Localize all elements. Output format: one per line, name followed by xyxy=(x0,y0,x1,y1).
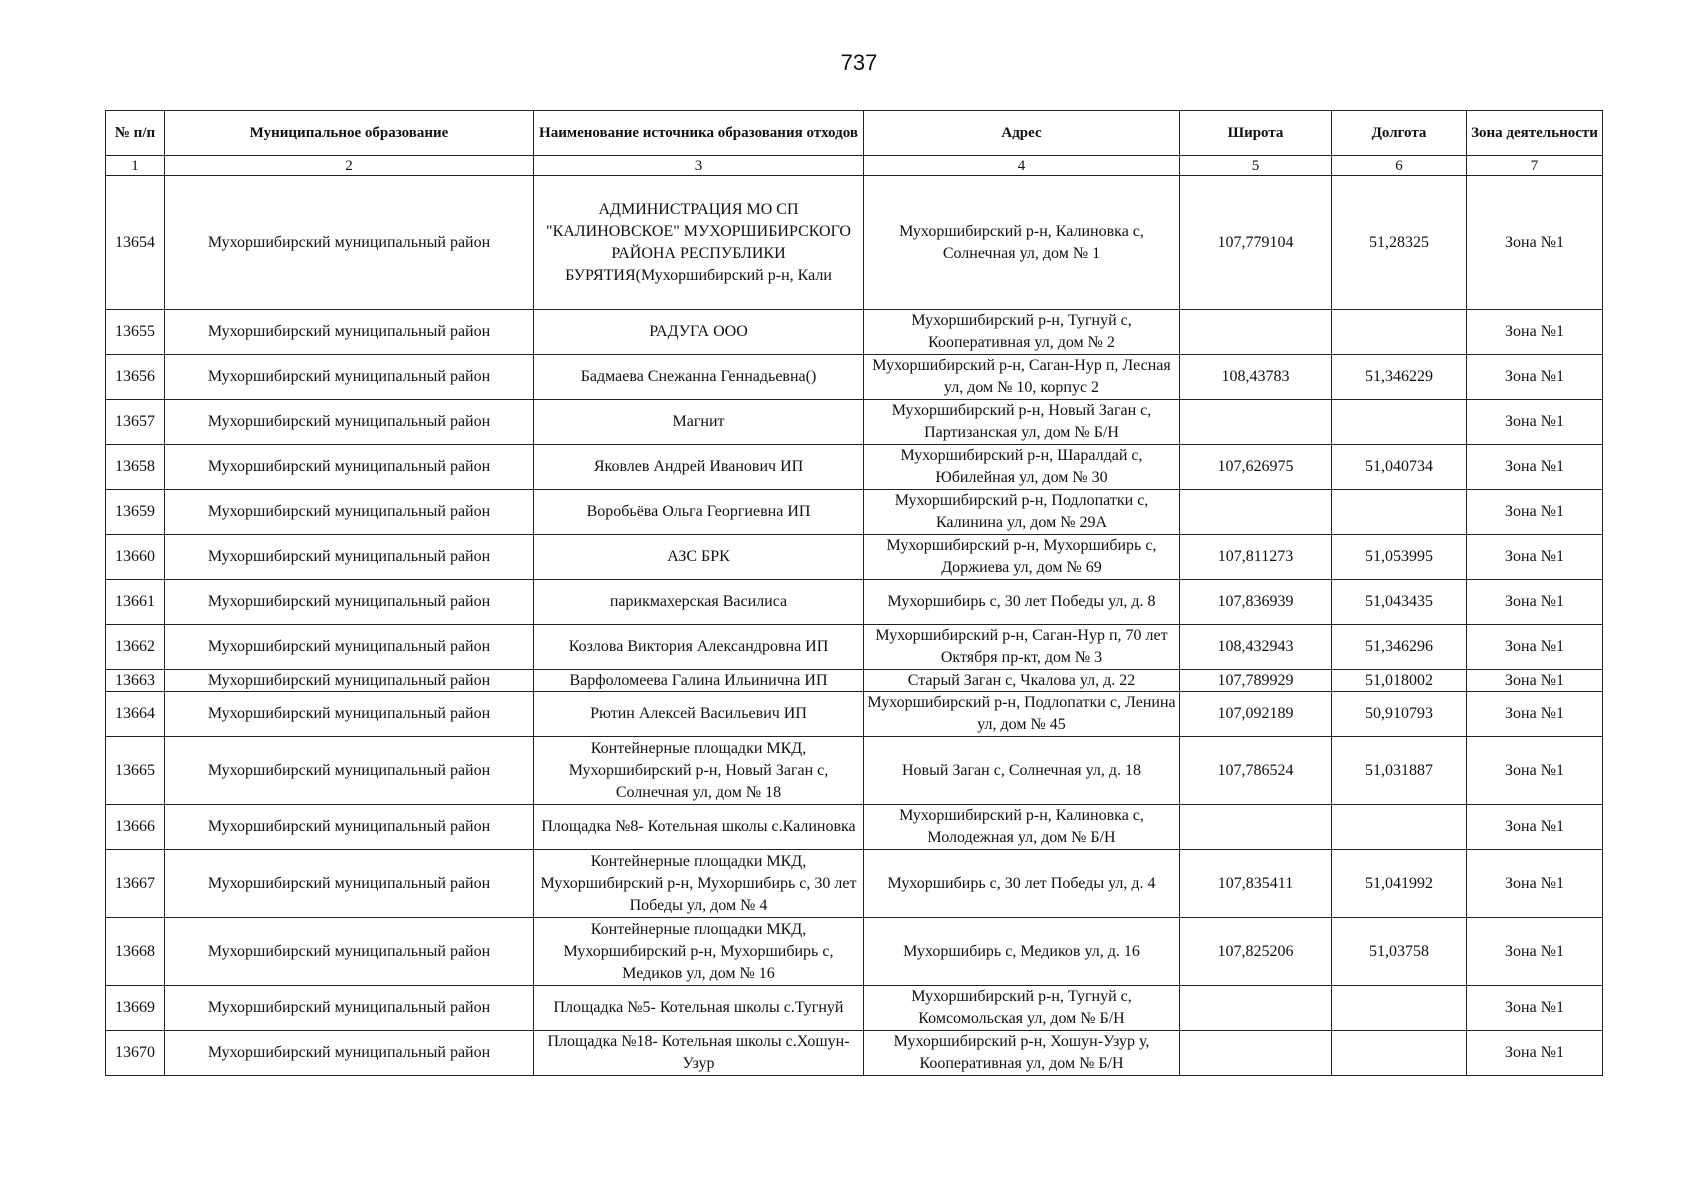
latitude-cell xyxy=(1180,490,1332,535)
table-row xyxy=(106,580,1603,625)
row-number: 13669 xyxy=(106,986,165,1031)
table-row xyxy=(106,737,1603,805)
zone-cell: Зона №1 xyxy=(1467,692,1603,737)
latitude-cell xyxy=(1180,1031,1332,1076)
address-cell: Мухоршибирский р-н, Саган-Нур п, Лесная ул, дом № 10, корпус 2 xyxy=(864,355,1180,400)
municipality-cell: Мухоршибирский муниципальный район xyxy=(165,986,534,1031)
latitude-cell: 107,786524 xyxy=(1180,737,1332,805)
address-cell: Мухоршибирский р-н, Калиновка с, Молодежная ул, дом № Б/Н xyxy=(864,805,1180,850)
table-row xyxy=(106,445,1603,490)
address-cell: Мухоршибирь с, Медиков ул, д. 16 xyxy=(864,918,1180,986)
column-number: 5 xyxy=(1180,156,1332,176)
zone-cell: Зона №1 xyxy=(1467,400,1603,445)
latitude-cell: 107,789929 xyxy=(1180,670,1332,692)
source-name-cell: РАДУГА ООО xyxy=(534,310,864,355)
longitude-cell xyxy=(1332,986,1467,1031)
zone-cell: Зона №1 xyxy=(1467,850,1603,918)
header-municipality: Муниципальное образование xyxy=(165,111,534,156)
table-row xyxy=(106,986,1603,1031)
municipality-cell: Мухоршибирский муниципальный район xyxy=(165,625,534,670)
source-name-cell: Козлова Виктория Александровна ИП xyxy=(534,625,864,670)
column-number: 6 xyxy=(1332,156,1467,176)
row-number: 13667 xyxy=(106,850,165,918)
row-number: 13657 xyxy=(106,400,165,445)
column-number: 4 xyxy=(864,156,1180,176)
latitude-cell: 107,835411 xyxy=(1180,850,1332,918)
municipality-cell: Мухоршибирский муниципальный район xyxy=(165,670,534,692)
longitude-cell xyxy=(1332,1031,1467,1076)
municipality-cell: Мухоршибирский муниципальный район xyxy=(165,805,534,850)
address-cell: Новый Заган с, Солнечная ул, д. 18 xyxy=(864,737,1180,805)
zone-cell: Зона №1 xyxy=(1467,625,1603,670)
table-row xyxy=(106,918,1603,986)
address-cell: Мухоршибирь с, 30 лет Победы ул, д. 8 xyxy=(864,580,1180,625)
longitude-cell xyxy=(1332,805,1467,850)
source-name-cell: Магнит xyxy=(534,400,864,445)
column-number: 1 xyxy=(106,156,165,176)
source-name-cell: Бадмаева Снежанна Геннадьевна() xyxy=(534,355,864,400)
zone-cell: Зона №1 xyxy=(1467,445,1603,490)
table-row xyxy=(106,805,1603,850)
row-number: 13663 xyxy=(106,670,165,692)
address-cell: Мухоршибирский р-н, Подлопатки с, Калинина ул, дом № 29А xyxy=(864,490,1180,535)
header-address: Адрес xyxy=(864,111,1180,156)
latitude-cell xyxy=(1180,986,1332,1031)
municipality-cell: Мухоршибирский муниципальный район xyxy=(165,355,534,400)
longitude-cell: 50,910793 xyxy=(1332,692,1467,737)
address-cell: Мухоршибирский р-н, Шаралдай с, Юбилейная ул, дом № 30 xyxy=(864,445,1180,490)
zone-cell: Зона №1 xyxy=(1467,918,1603,986)
latitude-cell: 108,432943 xyxy=(1180,625,1332,670)
source-name-cell: Контейнерные площадки МКД, Мухоршибирский р-н, Мухоршибирь с, Медиков ул, дом № 16 xyxy=(534,918,864,986)
waste-sources-table xyxy=(105,110,1603,1076)
row-number: 13668 xyxy=(106,918,165,986)
source-name-cell: Воробьёва Ольга Георгиевна ИП xyxy=(534,490,864,535)
address-cell: Мухоршибирский р-н, Хошун-Узур у, Кооперативная ул, дом № Б/Н xyxy=(864,1031,1180,1076)
table-row xyxy=(106,692,1603,737)
municipality-cell: Мухоршибирский муниципальный район xyxy=(165,490,534,535)
address-cell: Мухоршибирский р-н, Новый Заган с, Партизанская ул, дом № Б/Н xyxy=(864,400,1180,445)
table-row xyxy=(106,670,1603,692)
source-name-cell: Площадка №5- Котельная школы с.Тугнуй xyxy=(534,986,864,1031)
municipality-cell: Мухоршибирский муниципальный район xyxy=(165,918,534,986)
zone-cell: Зона №1 xyxy=(1467,355,1603,400)
page-number: 737 xyxy=(840,50,878,75)
address-cell: Мухоршибирский р-н, Подлопатки с, Ленина ул, дом № 45 xyxy=(864,692,1180,737)
column-number: 3 xyxy=(534,156,864,176)
longitude-cell: 51,043435 xyxy=(1332,580,1467,625)
municipality-cell: Мухоршибирский муниципальный район xyxy=(165,445,534,490)
longitude-cell: 51,040734 xyxy=(1332,445,1467,490)
longitude-cell: 51,346229 xyxy=(1332,355,1467,400)
longitude-cell: 51,03758 xyxy=(1332,918,1467,986)
row-number: 13670 xyxy=(106,1031,165,1076)
longitude-cell: 51,018002 xyxy=(1332,670,1467,692)
column-number: 7 xyxy=(1467,156,1603,176)
latitude-cell: 107,825206 xyxy=(1180,918,1332,986)
municipality-cell: Мухоршибирский муниципальный район xyxy=(165,692,534,737)
table-row xyxy=(106,176,1603,310)
longitude-cell xyxy=(1332,490,1467,535)
table-row xyxy=(106,850,1603,918)
table-row xyxy=(106,355,1603,400)
source-name-cell: АЗС БРК xyxy=(534,535,864,580)
source-name-cell: парикмахерская Василиса xyxy=(534,580,864,625)
source-name-cell: Контейнерные площадки МКД, Мухоршибирский р-н, Мухоршибирь с, 30 лет Победы ул, дом № 4 xyxy=(534,850,864,918)
source-name-cell: АДМИНИСТРАЦИЯ МО СП "КАЛИНОВСКОЕ" МУХОРШИБИРСКОГО РАЙОНА РЕСПУБЛИКИ БУРЯТИЯ(Мухоршибирский р-н, Кали xyxy=(534,176,864,310)
table-row xyxy=(106,1031,1603,1076)
table-row xyxy=(106,400,1603,445)
zone-cell: Зона №1 xyxy=(1467,670,1603,692)
header-row xyxy=(106,111,1603,156)
source-name-cell: Площадка №8- Котельная школы с.Калиновка xyxy=(534,805,864,850)
latitude-cell: 107,836939 xyxy=(1180,580,1332,625)
address-cell: Мухоршибирский р-н, Калиновка с, Солнечная ул, дом № 1 xyxy=(864,176,1180,310)
zone-cell: Зона №1 xyxy=(1467,490,1603,535)
address-cell: Мухоршибирский р-н, Тугнуй с, Кооперативная ул, дом № 2 xyxy=(864,310,1180,355)
header-source-name: Наименование источника образования отходов xyxy=(534,111,864,156)
municipality-cell: Мухоршибирский муниципальный район xyxy=(165,535,534,580)
longitude-cell: 51,041992 xyxy=(1332,850,1467,918)
source-name-cell: Контейнерные площадки МКД, Мухоршибирский р-н, Новый Заган с, Солнечная ул, дом № 18 xyxy=(534,737,864,805)
latitude-cell xyxy=(1180,310,1332,355)
address-cell: Мухоршибирь с, 30 лет Победы ул, д. 4 xyxy=(864,850,1180,918)
latitude-cell: 107,811273 xyxy=(1180,535,1332,580)
zone-cell: Зона №1 xyxy=(1467,535,1603,580)
zone-cell: Зона №1 xyxy=(1467,986,1603,1031)
row-number: 13659 xyxy=(106,490,165,535)
source-name-cell: Площадка №18- Котельная школы с.Хошун-Узур xyxy=(534,1031,864,1076)
municipality-cell: Мухоршибирский муниципальный район xyxy=(165,850,534,918)
longitude-cell: 51,28325 xyxy=(1332,176,1467,310)
municipality-cell: Мухоршибирский муниципальный район xyxy=(165,400,534,445)
address-cell: Мухоршибирский р-н, Тугнуй с, Комсомольская ул, дом № Б/Н xyxy=(864,986,1180,1031)
table-row xyxy=(106,310,1603,355)
row-number: 13660 xyxy=(106,535,165,580)
address-cell: Старый Заган с, Чкалова ул, д. 22 xyxy=(864,670,1180,692)
longitude-cell: 51,053995 xyxy=(1332,535,1467,580)
row-number: 13656 xyxy=(106,355,165,400)
row-number: 13662 xyxy=(106,625,165,670)
header-latitude: Широта xyxy=(1180,111,1332,156)
table-row xyxy=(106,490,1603,535)
source-name-cell: Варфоломеева Галина Ильинична ИП xyxy=(534,670,864,692)
row-number: 13654 xyxy=(106,176,165,310)
source-name-cell: Рютин Алексей Васильевич ИП xyxy=(534,692,864,737)
zone-cell: Зона №1 xyxy=(1467,805,1603,850)
header-zone: Зона деятельности xyxy=(1467,111,1603,156)
latitude-cell: 107,092189 xyxy=(1180,692,1332,737)
longitude-cell: 51,031887 xyxy=(1332,737,1467,805)
header-longitude: Долгота xyxy=(1332,111,1467,156)
longitude-cell xyxy=(1332,310,1467,355)
source-name-cell: Яковлев Андрей Иванович ИП xyxy=(534,445,864,490)
row-number: 13655 xyxy=(106,310,165,355)
municipality-cell: Мухоршибирский муниципальный район xyxy=(165,580,534,625)
row-number: 13666 xyxy=(106,805,165,850)
latitude-cell: 108,43783 xyxy=(1180,355,1332,400)
latitude-cell: 107,626975 xyxy=(1180,445,1332,490)
latitude-cell xyxy=(1180,400,1332,445)
table-row xyxy=(106,535,1603,580)
zone-cell: Зона №1 xyxy=(1467,176,1603,310)
municipality-cell: Мухоршибирский муниципальный район xyxy=(165,1031,534,1076)
row-number: 13665 xyxy=(106,737,165,805)
latitude-cell: 107,779104 xyxy=(1180,176,1332,310)
row-number: 13664 xyxy=(106,692,165,737)
zone-cell: Зона №1 xyxy=(1467,310,1603,355)
column-number-row xyxy=(106,156,1603,176)
zone-cell: Зона №1 xyxy=(1467,1031,1603,1076)
municipality-cell: Мухоршибирский муниципальный район xyxy=(165,310,534,355)
latitude-cell xyxy=(1180,805,1332,850)
address-cell: Мухоршибирский р-н, Мухоршибирь с, Доржиева ул, дом № 69 xyxy=(864,535,1180,580)
header-number: № п/п xyxy=(106,111,165,156)
address-cell: Мухоршибирский р-н, Саган-Нур п, 70 лет Октября пр-кт, дом № 3 xyxy=(864,625,1180,670)
zone-cell: Зона №1 xyxy=(1467,737,1603,805)
zone-cell: Зона №1 xyxy=(1467,580,1603,625)
longitude-cell: 51,346296 xyxy=(1332,625,1467,670)
municipality-cell: Мухоршибирский муниципальный район xyxy=(165,737,534,805)
row-number: 13661 xyxy=(106,580,165,625)
table-row xyxy=(106,625,1603,670)
longitude-cell xyxy=(1332,400,1467,445)
municipality-cell: Мухоршибирский муниципальный район xyxy=(165,176,534,310)
row-number: 13658 xyxy=(106,445,165,490)
column-number: 2 xyxy=(165,156,534,176)
